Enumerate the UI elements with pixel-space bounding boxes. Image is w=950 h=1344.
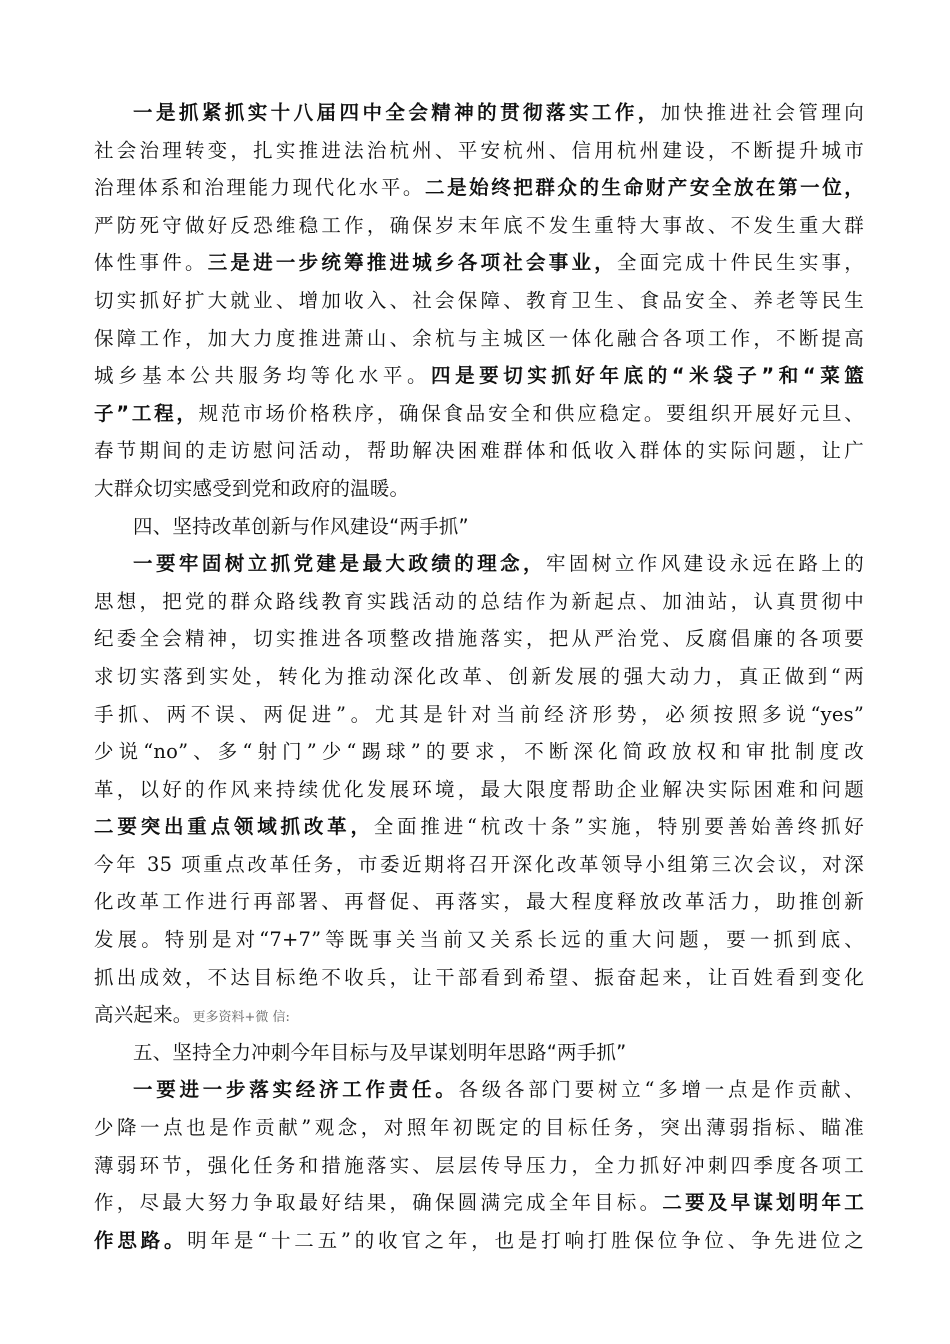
text-run: 全面完成十件民生实事， [616,251,864,275]
text-line: 大群众切实感受到党和政府的温暖。 [94,476,410,500]
document-page [94,94,864,1259]
text-run: 城乡基本公共服务均等化水平。 [94,364,432,388]
text-line [94,1184,864,1222]
text-line [94,94,864,132]
text-line: 求切实落到实处，转化为推动深化改革、创新发展的强大动力，真正做到“两 [94,664,864,688]
watermark-note: 更多资料+微 信: [192,1010,290,1026]
text-line: 革，以好的作风来持续优化发展环境，最大限度帮助企业解决实际困难和问题 [94,777,864,801]
text-line [94,808,864,846]
text-run: 全面推进“杭改十条”实施，特别要善始善终抓好 [373,815,864,839]
text-line: 严防死守做好反恐维稳工作，确保岁末年底不发生重特大事故、不发生重大群 [94,213,864,237]
text-line [94,1222,864,1260]
bold-phrase: 四是要切实抓好年底的“米袋子”和“菜篮 [431,364,864,388]
bold-phrase: 二要突出重点领域抓改革， [94,815,374,839]
text-run: 加快推进社会管理向 [660,101,864,124]
text-run: 明年是“十二五”的收官之年，也是打响打胜保位争位、争先进位之 [187,1228,864,1252]
text-line [94,395,864,433]
text-line: 少说“no”、多“射门”少“踢球”的要求，不断深化简政放权和审批制度改 [94,740,864,764]
text-line: 思想，把党的群众路线教育实践活动的总结作为新起点、加油站，认真贯彻中 [94,589,864,613]
bold-phrase: 作思路。 [94,1228,188,1252]
text-run: 作，尽最大努力争取最好结果，确保圆满完成全年目标。 [94,1191,663,1215]
text-line: 抓出成效，不达目标绝不收兵，让干部看到希望、振奋起来，让百姓看到变化 [94,965,864,989]
text-run: 高兴起来。 [94,1003,193,1027]
text-line: 发展。特别是对“7+7”等既事关当前又关系长远的重大问题，要一抓到底、 [94,928,864,952]
text-run: 牢固树立作风建设永远在路上的 [546,552,864,576]
bold-phrase: 三是进一步统筹推进城乡各项社会事业， [207,251,617,275]
section-heading: 五、坚持全力冲刺今年目标与及早谋划明年思路“两手抓” [133,1040,627,1064]
text-line: 薄弱环节，强化任务和措施落实、层层传导压力，全力抓好冲刺四季度各项工 [94,1153,864,1177]
text-line [94,169,864,207]
text-line: 保障工作，加大力度推进萧山、余杭与主城区一体化融合各项工作，不断提高 [94,326,864,350]
bold-phrase: 一要牢固树立抓党建是最大政绩的理念， [133,552,547,576]
text-line: 切实抓好扩大就业、增加收入、社会保障、教育卫生、食品安全、养老等民生 [94,288,864,312]
section-heading: 四、坚持改革创新与作风建设“两手抓” [133,514,469,538]
text-line: 春节期间的走访慰问活动，帮助解决困难群体和低收入群体的实际问题，让广 [94,439,864,463]
text-run: 治理体系和治理能力现代化水平。 [94,176,426,200]
text-line: 手抓、两不误、两促进”。尤其是针对当前经济形势，必须按照多说“yes” [94,702,864,726]
bold-phrase: 一是抓紧抓实十八届四中全会精神的贯彻落实工作， [133,101,661,124]
text-line [94,357,864,395]
bold-phrase: 一要进一步落实经济工作责任。 [133,1078,459,1102]
text-run: 各级各部门要树立“多增一点是作贡献、 [458,1078,864,1102]
bold-phrase: 二要及早谋划明年工 [662,1191,864,1215]
text-line: 少降一点也是作贡献”观念，对照年初既定的目标任务，突出薄弱指标、瞄准 [94,1116,864,1140]
text-line [94,244,864,282]
text-line: 今年 35 项重点改革任务，市委近期将召开深化改革领导小组第三次会议，对深 [94,852,864,876]
text-line [94,545,864,583]
text-line [94,1071,864,1109]
text-line [94,996,864,1034]
text-line: 社会治理转变，扎实推进法治杭州、平安杭州、信用杭州建设，不断提升城市 [94,138,864,162]
text-run: 体性事件。 [94,251,208,275]
text-line: 纪委全会精神，切实推进各项整改措施落实，把从严治党、反腐倡廉的各项要 [94,627,864,651]
text-line: 化改革工作进行再部署、再督促、再落实，最大程度释放改革活力，助推创新 [94,890,864,914]
text-run: 规范市场价格秩序，确保食品安全和供应稳定。要组织开展好元旦、 [198,401,864,425]
bold-phrase: 二是始终把群众的生命财产安全放在第一位， [425,176,864,200]
bold-phrase: 子”工程， [94,401,199,425]
